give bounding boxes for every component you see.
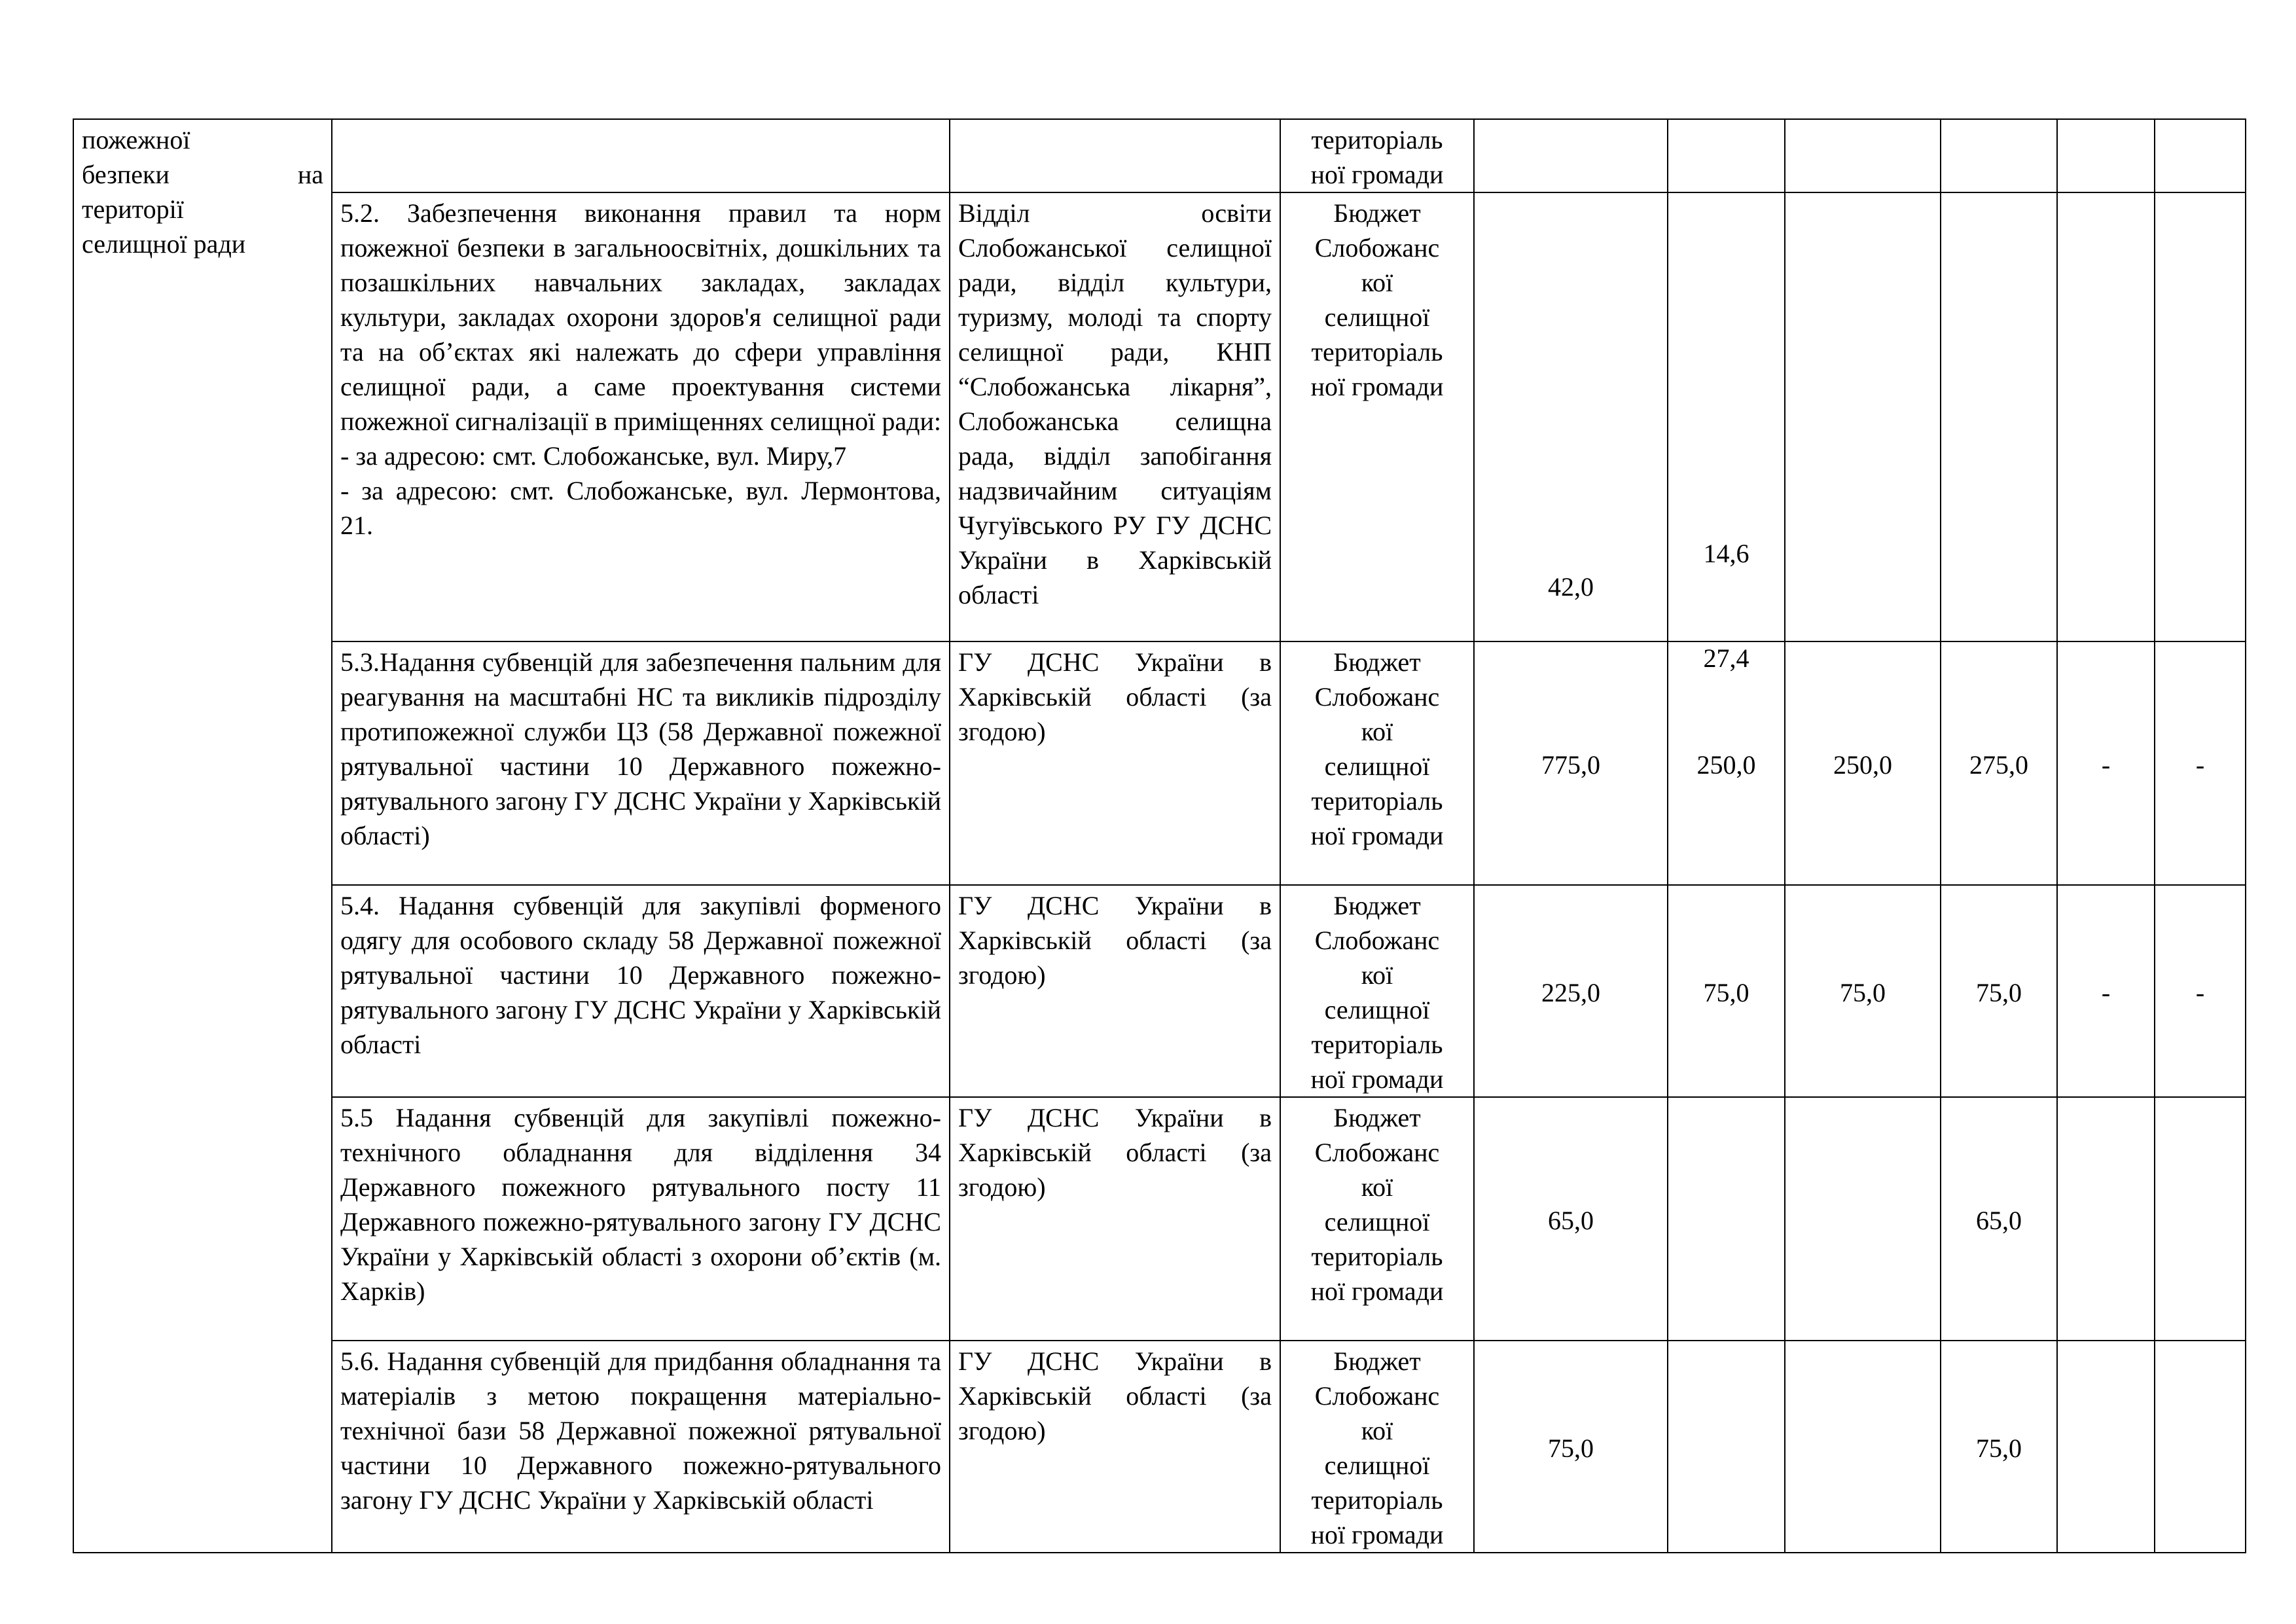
budget-line: Слобожанс: [1314, 1381, 1440, 1411]
budget-line: Слобожанс: [1314, 682, 1440, 712]
responsible-text: Відділ освіти Слобожанської селищної ради, відділ культури, туризму, молоді та спорту селищної ради, КНП “Слобожанська лікарня”, Слобожанська селищна рада, відділ запобігання надзвичайним ситуаціям Чугуївського РУ ГУ ДСНС України в Харківській області: [958, 198, 1272, 609]
year-cell: -: [2057, 641, 2155, 885]
budget-line: ної громади: [1310, 372, 1444, 401]
year-cell: [1668, 1097, 1785, 1341]
budget-line: ної громади: [1310, 1520, 1444, 1549]
budget-line: селищної: [1324, 1451, 1430, 1480]
total-cell: 775,0: [1474, 641, 1668, 885]
total-cell: 225,0: [1474, 885, 1668, 1097]
year-cell: [1785, 119, 1941, 192]
budget-line: територіаль: [1311, 337, 1443, 367]
table-row: [73, 1097, 2246, 1341]
budget-line: кої: [1361, 268, 1393, 297]
budget-source-cell: [1280, 192, 1474, 641]
year-cell: [1941, 119, 2057, 192]
budget-line: селищної: [1324, 995, 1430, 1024]
responsible-text: ГУ ДСНС України в Харківській області (за згодою): [958, 891, 1272, 990]
year-cell: -: [2155, 641, 2246, 885]
total-cell: [1474, 119, 1668, 192]
budget-line: селищної: [1324, 1207, 1430, 1236]
year-cell: 250,0: [1668, 641, 1785, 885]
measure-text: 5.6. Надання субвенцій для придбання обладнання та матеріалів з метою покращення матеріально-технічної бази 58 Державної пожежної рятувальної частини 10 Державного пожежно-рятувального загону ГУ ДСНС України у Харківській області: [340, 1346, 941, 1515]
table-row: [73, 641, 2246, 885]
year-cell: 250,0: [1785, 641, 1941, 885]
responsible-text: ГУ ДСНС України в Харківській області (за згодою): [958, 1346, 1272, 1445]
year-cell: [2155, 119, 2246, 192]
year-cell: [1785, 1341, 1941, 1553]
budget-line: територіаль: [1311, 1242, 1443, 1271]
measure-cell: [332, 1097, 950, 1341]
budget-line: ної громади: [1310, 1064, 1444, 1094]
program-table: [73, 118, 2246, 1553]
responsible-cell: [950, 885, 1280, 1097]
budget-line: Бюджет: [1333, 891, 1421, 920]
year-cell: [2155, 1097, 2246, 1341]
total-cell: 65,0: [1474, 1097, 1668, 1341]
budget-line: Слобожанс: [1314, 233, 1440, 262]
section-title-line: пожежної: [82, 125, 190, 154]
measure-bullet: - за адресою: смт. Слобожанське, вул. Миру,7: [340, 441, 847, 471]
measure-cell: [332, 1341, 950, 1553]
budget-line: селищної: [1324, 302, 1430, 332]
year-cell: 75,0: [1941, 885, 2057, 1097]
year-cell: -: [2057, 885, 2155, 1097]
budget-line: кої: [1361, 1172, 1393, 1202]
year-cell: [1785, 192, 1941, 641]
budget-source-cell: [1280, 885, 1474, 1097]
year-cell: [2057, 1341, 2155, 1553]
total-cell: 75,0: [1474, 1341, 1668, 1553]
budget-line: кої: [1361, 960, 1393, 990]
measure-text: 5.3.Надання субвенцій для забезпечення пальним для реагування на масштабні НС та викликів підрозділу протипожежної служби ЦЗ (58 Державної пожежної рятувальної частини 10 Державного пожежно-рятувального загону ГУ ДСНС України у Харківській області): [340, 647, 941, 850]
section-title-word: безпеки: [82, 160, 170, 189]
budget-source-cell: [1280, 641, 1474, 885]
measure-text: 5.5 Надання субвенцій для закупівлі пожежно-технічного обладнання для відділення 34 Державного пожежного рятувального посту 11 Державного пожежно-рятувального загону ГУ ДСНС України у Харківській області з охорони об’єктів (м. Харків): [340, 1103, 941, 1306]
year-cell: [1941, 192, 2057, 641]
section-title-line: території: [82, 194, 184, 224]
year-cell: 75,0: [1941, 1341, 2057, 1553]
measure-cell: [332, 119, 950, 192]
measure-bullet: - за адресою: смт. Слобожанське, вул. Лермонтова, 21.: [340, 476, 941, 540]
table-row: [73, 119, 2246, 192]
responsible-cell: [950, 1097, 1280, 1341]
measure-cell: [332, 885, 950, 1097]
budget-source-cell: [1280, 1341, 1474, 1553]
year-cell: [1668, 119, 1785, 192]
section-title-cell: [73, 119, 332, 1553]
budget-line: Бюджет: [1333, 1346, 1421, 1376]
year-cell: [2057, 1097, 2155, 1341]
responsible-cell: [950, 641, 1280, 885]
budget-line: Слобожанс: [1314, 1138, 1440, 1167]
year-cell: 75,0: [1668, 885, 1785, 1097]
measure-cell: [332, 192, 950, 641]
table-row: [73, 192, 2246, 641]
total-value: 42,0: [1548, 572, 1594, 602]
table-row: [73, 1341, 2246, 1553]
measure-cell: [332, 641, 950, 885]
measure-text: 5.4. Надання субвенцій для закупівлі форменого одягу для особового складу 58 Державної пожежної рятувальної частини 10 Державного пожежно-рятувального загону ГУ ДСНС України у Харківській області: [340, 891, 941, 1059]
responsible-text: ГУ ДСНС України в Харківській області (за згодою): [958, 647, 1272, 746]
year-cell: [1785, 1097, 1941, 1341]
budget-line: ної громади: [1310, 160, 1444, 189]
year-cell: [1668, 1341, 1785, 1553]
total-cell: [1474, 192, 1668, 641]
budget-line: Бюджет: [1333, 1103, 1421, 1132]
year-cell: 275,0: [1941, 641, 2057, 885]
responsible-text: ГУ ДСНС України в Харківській області (за згодою): [958, 1103, 1272, 1202]
budget-source-cell: [1280, 119, 1474, 192]
budget-line: селищної: [1324, 751, 1430, 781]
year-value: 27,4: [1703, 643, 1749, 673]
year-value: 14,6: [1703, 539, 1749, 568]
budget-line: територіаль: [1311, 786, 1443, 816]
year-cell: -: [2155, 885, 2246, 1097]
budget-line: Слобожанс: [1314, 926, 1440, 955]
year-cell: [2057, 192, 2155, 641]
budget-line: ної громади: [1310, 1276, 1444, 1306]
budget-line: Бюджет: [1333, 647, 1421, 677]
section-title-line: селищної ради: [82, 229, 246, 259]
year-cell: [2155, 1341, 2246, 1553]
budget-line: ної громади: [1310, 821, 1444, 850]
budget-source-cell: [1280, 1097, 1474, 1341]
budget-line: Бюджет: [1333, 198, 1421, 228]
year-cell: 75,0: [1785, 885, 1941, 1097]
budget-line: кої: [1361, 1416, 1393, 1445]
responsible-cell: [950, 1341, 1280, 1553]
year-cell: [2057, 119, 2155, 192]
responsible-cell: [950, 192, 1280, 641]
section-title-word: на: [297, 160, 323, 189]
budget-line: територіаль: [1311, 1030, 1443, 1059]
year-cell: [2155, 192, 2246, 641]
budget-line: територіаль: [1311, 125, 1443, 154]
measure-text: 5.2. Забезпечення виконання правил та норм пожежної безпеки в загальноосвітніх, дошкільних та позашкільних навчальних закладах, закладах культури, закладах охорони здоров'я селищної ради та на об’єктах які належать до сфери управління селищної ради, а саме проектування системи пожежної сигналізації в приміщеннях селищної ради:: [340, 198, 941, 436]
budget-line: кої: [1361, 717, 1393, 746]
year-cell: [1668, 192, 1785, 673]
section-title-line: [82, 157, 323, 192]
responsible-cell: [950, 119, 1280, 192]
budget-line: територіаль: [1311, 1485, 1443, 1515]
year-cell: 65,0: [1941, 1097, 2057, 1341]
table-row: [73, 885, 2246, 1097]
